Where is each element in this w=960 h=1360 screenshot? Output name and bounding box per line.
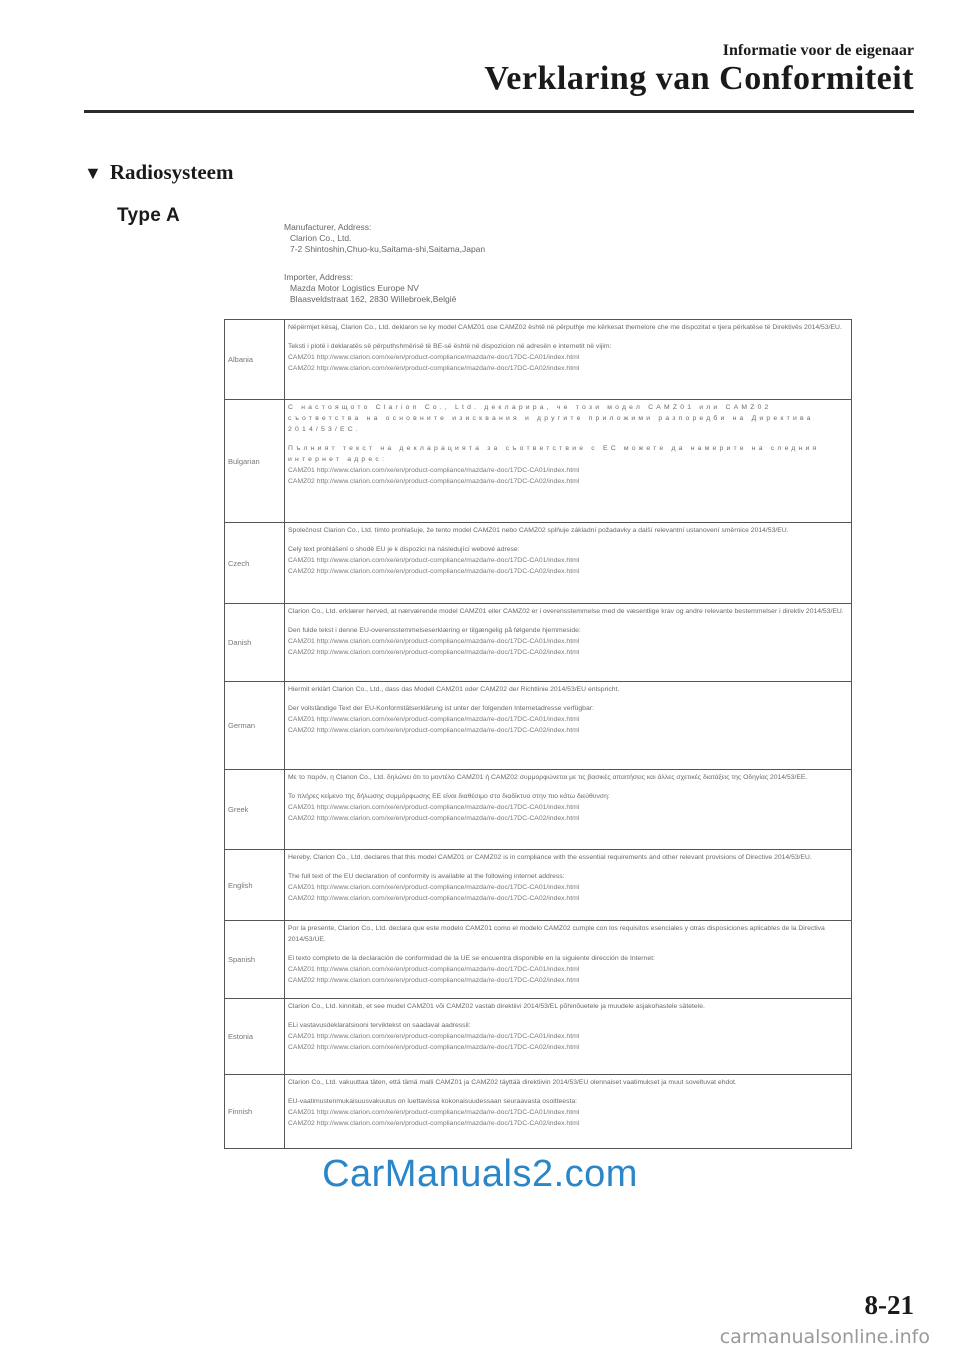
declaration-row bbox=[225, 682, 852, 770]
declaration-statement: Hereby, Clarion Co., Ltd. declares that this model CAMZ01 or CAMZ02 is in compliance with the essential requirements and other relevant provisions of Directive 2014/53/EU. bbox=[288, 854, 812, 861]
section-heading-label: Radiosysteem bbox=[109, 160, 234, 184]
manufacturer-label: Manufacturer, Address: bbox=[284, 222, 372, 232]
declaration-row bbox=[225, 320, 852, 400]
paragraph-gap bbox=[288, 863, 848, 871]
compliance-link: CAMZ02 http://www.clarion.com/xe/en/product-compliance/mazda/re-doc/17DC-CA02/index.html bbox=[288, 727, 580, 734]
compliance-link: CAMZ01 http://www.clarion.com/xe/en/product-compliance/mazda/re-doc/17DC-CA01/index.html bbox=[288, 884, 580, 891]
compliance-link: CAMZ01 http://www.clarion.com/xe/en/product-compliance/mazda/re-doc/17DC-CA01/index.html bbox=[288, 467, 580, 474]
declaration-availability: EU-vaatimustenmukaisuusvakuutus on luettavissa kokonaisuudessaan seuraavasta osoitteesta: bbox=[288, 1098, 578, 1105]
paragraph-gap bbox=[288, 945, 848, 953]
declaration-statement: Με το παρόν, η Clarion Co., Ltd. δηλώνει ότι το μοντέλο CAMZ01 ή CAMZ02 συμμορφώνεται με τις βασικές απαιτήσεις και άλλες σχετικές διατάξεις της Οδηγίας 2014/53/ΕΕ. bbox=[288, 774, 808, 781]
manufacturer-name: Clarion Co., Ltd. bbox=[290, 233, 352, 243]
compliance-link: CAMZ01 http://www.clarion.com/xe/en/product-compliance/mazda/re-doc/17DC-CA01/index.html bbox=[288, 804, 580, 811]
declaration-text-cell bbox=[285, 604, 852, 682]
importer-label: Importer, Address: bbox=[284, 272, 353, 282]
declaration-row bbox=[225, 604, 852, 682]
compliance-link: CAMZ01 http://www.clarion.com/xe/en/product-compliance/mazda/re-doc/17DC-CA01/index.html bbox=[288, 716, 580, 723]
compliance-link: CAMZ02 http://www.clarion.com/xe/en/product-compliance/mazda/re-doc/17DC-CA02/index.html bbox=[288, 568, 580, 575]
paragraph-gap bbox=[288, 1012, 848, 1020]
compliance-link: CAMZ02 http://www.clarion.com/xe/en/product-compliance/mazda/re-doc/17DC-CA02/index.html bbox=[288, 977, 580, 984]
declaration-statement: Clarion Co., Ltd. erklærer herved, at nærværende model CAMZ01 eller CAMZ02 er i overensstemmelse med de væsentlige krav og andre relevante bestemmelser i direktiv 2014/53/EU. bbox=[288, 608, 844, 615]
declaration-language: German bbox=[225, 682, 285, 770]
declaration-statement: Clarion Co., Ltd. kinnitab, et see mudel CAMZ01 või CAMZ02 vastab direktiivi 2014/53/EL põhinõuetele ja muudele asjakohastele sätetele. bbox=[288, 1003, 705, 1010]
declaration-availability: ELi vastavusdeklaratsiooni terviktekst on saadaval aadressil: bbox=[288, 1022, 471, 1029]
header-subtitle: Informatie voor de eigenaar bbox=[722, 42, 914, 59]
declaration-statement: Společnost Clarion Co., Ltd. tímto prohlašuje, že tento model CAMZ01 nebo CAMZ02 splňuje základní požadavky a další relevantní ustanovení směrnice 2014/53/EU. bbox=[288, 527, 789, 534]
declaration-language: Greek bbox=[225, 770, 285, 850]
declaration-availability: Der vollständige Text der EU-Konformitätserklärung ist unter der folgenden Internetadresse verfügbar: bbox=[288, 705, 594, 712]
paragraph-gap bbox=[288, 695, 848, 703]
paragraph-gap bbox=[288, 333, 848, 341]
declaration-availability: Celý text prohlášení o shodě EU je k dispozici na následující webové adrese: bbox=[288, 546, 520, 553]
compliance-link: CAMZ02 http://www.clarion.com/xe/en/product-compliance/mazda/re-doc/17DC-CA02/index.html bbox=[288, 478, 580, 485]
paragraph-gap bbox=[288, 536, 848, 544]
compliance-link: CAMZ02 http://www.clarion.com/xe/en/product-compliance/mazda/re-doc/17DC-CA02/index.html bbox=[288, 1120, 580, 1127]
declaration-text-cell bbox=[285, 1075, 852, 1149]
paragraph-gap bbox=[288, 435, 848, 443]
declaration-text-cell bbox=[285, 770, 852, 850]
declaration-text-cell bbox=[285, 320, 852, 400]
declaration-language: Albania bbox=[225, 320, 285, 400]
declaration-row bbox=[225, 850, 852, 921]
declaration-statement: Por la presente, Clarion Co., Ltd. declara que este modelo CAMZ01 como el modelo CAMZ02 cumple con los requisitos esenciales y otras disposiciones aplicables de la Directiva 2014/53/UE. bbox=[288, 925, 825, 943]
declaration-row bbox=[225, 1075, 852, 1149]
compliance-link: CAMZ01 http://www.clarion.com/xe/en/product-compliance/mazda/re-doc/17DC-CA01/index.html bbox=[288, 1033, 580, 1040]
compliance-link: CAMZ01 http://www.clarion.com/xe/en/product-compliance/mazda/re-doc/17DC-CA01/index.html bbox=[288, 1109, 580, 1116]
declaration-language: Danish bbox=[225, 604, 285, 682]
importer-address: Blaasveldstraat 162, 2830 Willebroek,België bbox=[290, 294, 457, 304]
compliance-link: CAMZ01 http://www.clarion.com/xe/en/product-compliance/mazda/re-doc/17DC-CA01/index.html bbox=[288, 638, 580, 645]
declaration-language: English bbox=[225, 850, 285, 921]
declaration-language: Bulgarian bbox=[225, 400, 285, 523]
declaration-text-cell bbox=[285, 400, 852, 523]
manufacturer-block bbox=[284, 222, 485, 255]
declaration-language: Spanish bbox=[225, 921, 285, 999]
compliance-link: CAMZ02 http://www.clarion.com/xe/en/product-compliance/mazda/re-doc/17DC-CA02/index.html bbox=[288, 1044, 580, 1051]
compliance-link: CAMZ02 http://www.clarion.com/xe/en/product-compliance/mazda/re-doc/17DC-CA02/index.html bbox=[288, 895, 580, 902]
declaration-table bbox=[224, 319, 852, 1149]
declaration-text-cell bbox=[285, 682, 852, 770]
section-heading bbox=[84, 160, 233, 185]
declaration-row bbox=[225, 921, 852, 999]
declaration-row bbox=[225, 400, 852, 523]
type-label: Type A bbox=[117, 205, 181, 226]
declaration-statement: Hiermit erklärt Clarion Co., Ltd., dass das Modell CAMZ01 oder CAMZ02 der Richtlinie 2014/53/EU entspricht. bbox=[288, 686, 620, 693]
importer-name: Mazda Motor Logistics Europe NV bbox=[290, 283, 419, 293]
compliance-link: CAMZ02 http://www.clarion.com/xe/en/product-compliance/mazda/re-doc/17DC-CA02/index.html bbox=[288, 365, 580, 372]
manufacturer-address: 7-2 Shintoshin,Chuo-ku,Saitama-shi,Saitama,Japan bbox=[290, 244, 486, 254]
compliance-link: CAMZ02 http://www.clarion.com/xe/en/product-compliance/mazda/re-doc/17DC-CA02/index.html bbox=[288, 649, 580, 656]
declaration-availability: Teksti i plotë i deklaratës së përputhshmërisë të BE-së është në dispozicion në adresën e internetit në vijim: bbox=[288, 343, 612, 350]
declaration-row bbox=[225, 523, 852, 604]
declaration-text-cell bbox=[285, 523, 852, 604]
declaration-text-cell bbox=[285, 999, 852, 1075]
declaration-row bbox=[225, 999, 852, 1075]
header-rule bbox=[84, 110, 914, 113]
paragraph-gap bbox=[288, 1088, 848, 1096]
declaration-availability: Пълният текст на декларацията за съответствие с ЕС можете да намерите на следния интернет адрес: bbox=[288, 445, 820, 463]
compliance-link: CAMZ01 http://www.clarion.com/xe/en/product-compliance/mazda/re-doc/17DC-CA01/index.html bbox=[288, 966, 580, 973]
compliance-link: CAMZ01 http://www.clarion.com/xe/en/product-compliance/mazda/re-doc/17DC-CA01/index.html bbox=[288, 557, 580, 564]
declaration-statement: С настоящото Clarion Co., Ltd. декларира, че този модел CAMZ01 или CAMZ02 съответства на основните изисквания и другите приложими разпоредби на Директива 2014/53/ЕС. bbox=[288, 404, 814, 433]
declaration-language: Estonia bbox=[225, 999, 285, 1075]
declaration-text-cell bbox=[285, 921, 852, 999]
footer-site: carmanualsonline.info bbox=[719, 1326, 930, 1348]
declaration-availability: Το πλήρες κείμενο της δήλωσης συμμόρφωσης ΕΕ είναι διαθέσιμο στο διαδίκτυο στην πιο κάτω διεύθυνση: bbox=[288, 793, 610, 800]
page-title: Verklaring van Conformiteit bbox=[484, 60, 914, 97]
paragraph-gap bbox=[288, 617, 848, 625]
importer-block bbox=[284, 272, 456, 305]
declaration-availability: The full text of the EU declaration of conformity is available at the following internet address: bbox=[288, 873, 565, 880]
declaration-availability: El texto completo de la declaración de conformidad de la UE se encuentra disponible en la siguiente dirección de Internet: bbox=[288, 955, 655, 962]
declaration-row bbox=[225, 770, 852, 850]
paragraph-gap bbox=[288, 783, 848, 791]
triangle-down-icon: ▼ bbox=[84, 162, 102, 183]
watermark-logo: CarManuals2.com bbox=[322, 1153, 638, 1195]
declaration-text-cell bbox=[285, 850, 852, 921]
declaration-statement: Nëpërmjet kësaj, Clarion Co., Ltd. deklaron se ky model CAMZ01 ose CAMZ02 është në përputhje me kërkesat themelore che me dispozitat e tjera përkatëse të Direktivës 2014/53/EU. bbox=[288, 324, 842, 331]
compliance-link: CAMZ01 http://www.clarion.com/xe/en/product-compliance/mazda/re-doc/17DC-CA01/index.html bbox=[288, 354, 580, 361]
declaration-language: Finnish bbox=[225, 1075, 285, 1149]
compliance-link: CAMZ02 http://www.clarion.com/xe/en/product-compliance/mazda/re-doc/17DC-CA02/index.html bbox=[288, 815, 580, 822]
declaration-statement: Clarion Co., Ltd. vakuuttaa täten, että tämä malli CAMZ01 ja CAMZ02 täyttää direktiivin 2014/53/EU olennaiset vaatimukset ja muut soveltuvat ehdot. bbox=[288, 1079, 737, 1086]
declaration-availability: Den fulde tekst i denne EU-overensstemmelseserklæring er tilgængelig på følgende hjemmeside: bbox=[288, 627, 581, 634]
page-number: 8-21 bbox=[864, 1290, 914, 1320]
declaration-language: Czech bbox=[225, 523, 285, 604]
